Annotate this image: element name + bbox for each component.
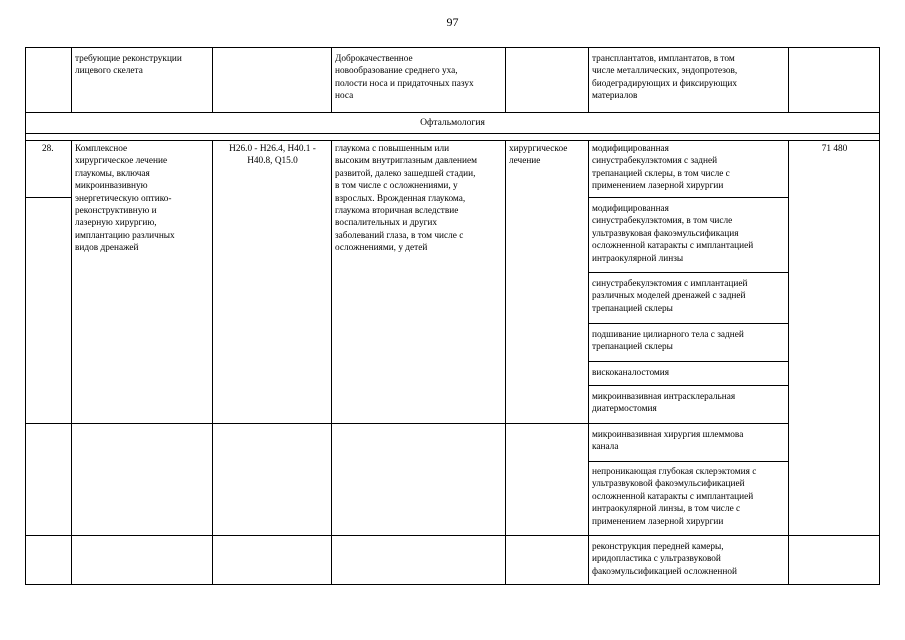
text-line: интраокулярной линзы, в том числе с [592,504,741,515]
method-cell-6 [592,391,735,416]
text-line: микроинвазивную [75,181,148,192]
text-line: ультразвуковая факоэмульсификация [592,228,739,239]
method-cell-5 [592,367,669,379]
top-row-method [592,53,737,103]
method-cell-8 [592,466,756,528]
method-cell-2 [592,203,753,265]
text-line: реконструктивную и [75,206,157,217]
top-row-diagnosis [335,53,474,103]
method-cell-1 [592,143,730,193]
row-28-diagnosis [335,143,477,255]
method-cell-7 [592,429,743,454]
text-line: подшивание цилиарного тела с задней [592,330,744,340]
page-number: 97 [446,15,459,29]
method-cell-4 [592,329,744,354]
text-line: H26.0 - H26.4, H40.1 - [229,144,316,154]
text-line: требующие реконструкции [75,54,182,64]
row-number: 28. [42,144,54,154]
text-line: Доброкачественное [335,54,413,64]
text-line: различных моделей дренажей с задней [592,291,746,302]
text-line: иридопластика с ультразвуковой [592,554,721,565]
text-line: модифицированная [592,144,669,154]
text-line: Комплексное [75,144,128,154]
text-line: реконструкция передней камеры, [592,542,724,552]
text-line: диатермостомия [592,404,657,415]
text-line: модифицированная [592,204,669,214]
text-line: полости носа и придаточных пазух [335,78,474,89]
row-28-name [75,143,175,255]
text-line: хирургическое [509,144,568,154]
text-line: материалов [592,91,638,102]
text-line: факоэмульсификацией осложненной [592,566,738,577]
row-28-price: 71 480 [821,144,848,154]
text-line: канала [592,442,619,453]
text-line: интраокулярной линзы [592,253,684,264]
text-line: применением лазерной хирургии [592,181,724,192]
text-line: микроинвазивная хирургия шлеммова [592,430,744,440]
text-line: лечение [509,156,541,167]
method-cell-3 [592,278,747,315]
text-line: вискоканалостомия [592,368,670,378]
text-line: ультразвуковой факоэмульсификацией [592,479,745,490]
text-line: осложненной катаракты с имплантацией [592,491,754,502]
text-line: носа [335,91,354,102]
text-line: применением лазерной хирургии [592,516,724,527]
text-line: энергетическую оптико- [75,193,172,204]
text-line: видов дренажей [75,243,139,254]
top-row-name [75,53,182,78]
text-line: новообразование среднего уха, [335,66,458,77]
text-line: глаукома с повышенным или [335,144,450,154]
text-line: числе металлических, эндопротезов, [592,66,738,77]
text-line: синустрабекулэктомия, в том числе [592,216,733,227]
text-line: трепанацией склеры, в том числе с [592,168,730,179]
text-line: лазерную хирургию, [75,218,157,229]
text-line: воспалительных и других [335,218,438,229]
text-line: глаукома вторичная вследствие [335,206,459,217]
text-line: трепанацией склеры [592,342,673,353]
text-line: синустрабекулэктомия с имплантацией [592,279,748,289]
text-line: лицевого скелета [75,66,143,77]
section-title: Офтальмология [420,117,485,128]
text-line: трепанацией склеры [592,303,673,314]
text-line: H40.8, Q15.0 [247,156,298,167]
text-line: осложненной катаракты с имплантацией [592,241,754,252]
text-line: заболеваний глаза, в том числе с [335,230,464,241]
text-line: осложнениями, у детей [335,243,428,254]
text-line: высоким внутриглазным давлением [335,156,477,167]
row-28-treatment [509,143,567,168]
text-line: хирургическое лечение [75,156,168,167]
text-line: в том числе с осложнениями, у [335,181,458,192]
text-line: биодеградирующих и фиксирующих [592,78,738,89]
text-line: синустрабекулэктомия с задней [592,156,718,167]
text-line: имплантацию различных [75,230,175,241]
text-line: микроинвазивная интрасклеральная [592,392,736,402]
text-line: глаукомы, включая [75,168,150,179]
method-cell-9 [592,541,737,578]
text-line: взрослых. Врожденная глаукома, [335,193,466,204]
text-line: непроникающая глубокая склерэктомия с [592,467,757,477]
text-line: трансплантатов, имплантатов, в том [592,54,735,64]
row-28-codes [214,143,331,168]
text-line: развитой, далеко зашедшей стадии, [335,168,476,179]
